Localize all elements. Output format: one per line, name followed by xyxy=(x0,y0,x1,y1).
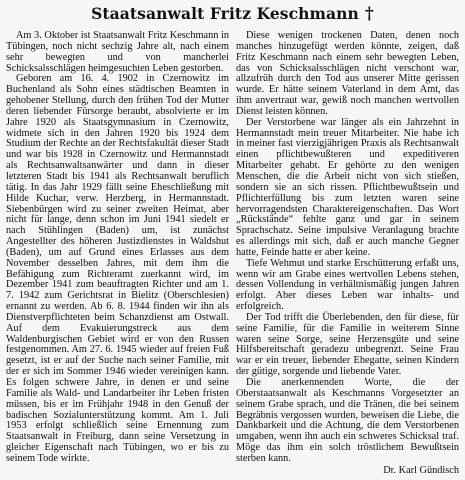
paragraph: Der Verstorbene war länger als ein Jahrzehnt in Hermannstadt mein treuer Mitarbeiter. Nie habe ich in meiner fast vierzigjährigen Praxis als Rechtsanwalt einen pflichtbewußteren und expeditiveren Mitarbeiter gehabt. Er gehörte zu den wenigen Menschen, die die Arbeit nicht von sich stießen, sondern sie an sich rissen. Pflichtbewußtsein und Pflichterfüllung bis zum letzten waren seine hervorragendsten Charaktereigenschaften. Das Wort „Rückstände“ fehlte ganz und gar in seinem Sprachschatz. Seine impulsive Veranlagung brachte es allerdings mit sich, daß er auch manche Gegner hatte, Feinde hatte er aber keine. xyxy=(236,116,459,258)
paragraph: Diese wenigen trockenen Daten, denen noch manches hinzugefügt werden könnte, zeigen, daß Fritz Keschmann nach einem sehr bewegten Leben, das von Schicksalsschlägen nicht verschont war, allzufrüh durch den Tod aus unserer Mitte gerissen wurde. Er hätte seinem Vaterland in dem Amt, das ihm anvertraut war, gewiß noch manchen wertvollen Dienst leisten können. xyxy=(236,30,459,117)
author-signature: Dr. Karl Gündisch xyxy=(383,464,459,476)
paragraph: Der Tod trifft die Überlebenden, den für diese, für seine Familie, für die Familie in weiterem Sinne waren seine Sorge, seine Herzensgüte und seine Hilfsbereitschaft geradezu unbegrenzt. Seine Frau war er ein treuer, liebender Ehegatte, seinen Kindern der gütige, sorgende und liebende Vater. xyxy=(236,311,459,378)
right-column xyxy=(236,31,459,477)
left-column xyxy=(6,31,229,477)
article-title xyxy=(6,4,459,26)
paragraph: Geboren am 16. 4. 1902 in Czernowitz im Buchenland als Sohn eines städtischen Beamten in gehobener Stellung, durch den frühen Tod der Mutter deren liebender Fürsorge beraubt, absolvierte er im Jahre 1920 als Staatsgymnasium in Czernowitz, widmete sich in den Jahren 1920 bis 1924 dem Studium der Rechte an der Rechtsfakultät dieser Stadt und war bis 1928 in Czernowitz und Hermannstadt als Rechtsanwaltsanwärter und dann in dieser letzteren Stadt bis 1941 als Rechtsanwalt beruflich tätig. In das Jahr 1929 fällt seine Eheschließung mit Hilde Kuchar, verw. Herzberg, in Hermannstadt. Siebenbürgen wird zu seiner zweiten Heimat, aber nicht für lange, denn schon im Juni 1941 siedelt er nach Stühlingen (Baden) um, ist zunächst Angestellter des höheren Justizdienstes in Waldshut (Baden), um auf Grund eines Erlasses aus dem November desselben Jahres, mit dem ihm die Befähigung zum Richteramt zuerkannt wird, im Dezember 1941 zum beauftragten Richter und am 1. 7. 1942 zum Gerichtsrat in Bielitz (Oberschlesien) ernannt zu werden. Ab 6. 8. 1944 finden wir ihn als Dienstverpflichteten beim Schanzdienst am Ostwall. Auf dem Evakuierungstreck aus dem Waldenburgischen Gebiet wird er von den Russen festgenommen. Am 27. 6. 1945 wieder auf freien Fuß gesetzt, ist er auf der Suche nach seiner Familie, mit der er sich im Sommer 1946 wieder vereinigen kann. Es folgen schwere Jahre, in denen er und seine Familie als Wald- und Landarbeiter ihr Leben fristen müssen, bis er im Frühjahr 1948 in den Genuß der badischen Sozialunterstützung kommt. Am 1. Juli 1953 erfolgt schließlich seine Ernennung zum Staatsanwalt in Freiburg, dann seine Versetzung in gleicher Eigenschaft nach Tübingen, wo er bis zu seinem Tode wirkte. xyxy=(6,73,229,464)
cross-icon: † xyxy=(364,4,374,24)
paragraph: Tiefe Wehmut und starke Erschütterung erfaßt uns, wenn wir am Grabe eines wertvollen Lebens stehen, dessen Vollendung in verhältnismäßig jungen Jahren erfolgt. Aber dieses Leben war inhalts- und erfolgreich. xyxy=(236,257,459,313)
paragraph: Am 3. Oktober ist Staatsanwalt Fritz Keschmann in Tübingen, noch nicht sechzig Jahre alt, nach einem sehr bewegten und von mancherlei Schicksalsschlägen heimgesuchten Leben gestorben. xyxy=(6,30,229,74)
article-body xyxy=(6,31,459,477)
paragraph: Die anerkennenden Worte, die der Oberstaatsanwalt als Keschmanns Vorgesetzter an seinem Grabe sprach, und die Tränen, die bei seinem Begräbnis vergossen wurden, beweisen die Liebe, die Dankbarkeit und die Achtung, die dem Verstorbenen umgaben, wenn ihn auch ein schweres Schicksal traf. Möge das ihm ein solch tröstlichem Bewußtsein sterben kann. xyxy=(236,377,459,464)
title-text: Staatsanwalt Fritz Keschmann xyxy=(91,4,359,23)
